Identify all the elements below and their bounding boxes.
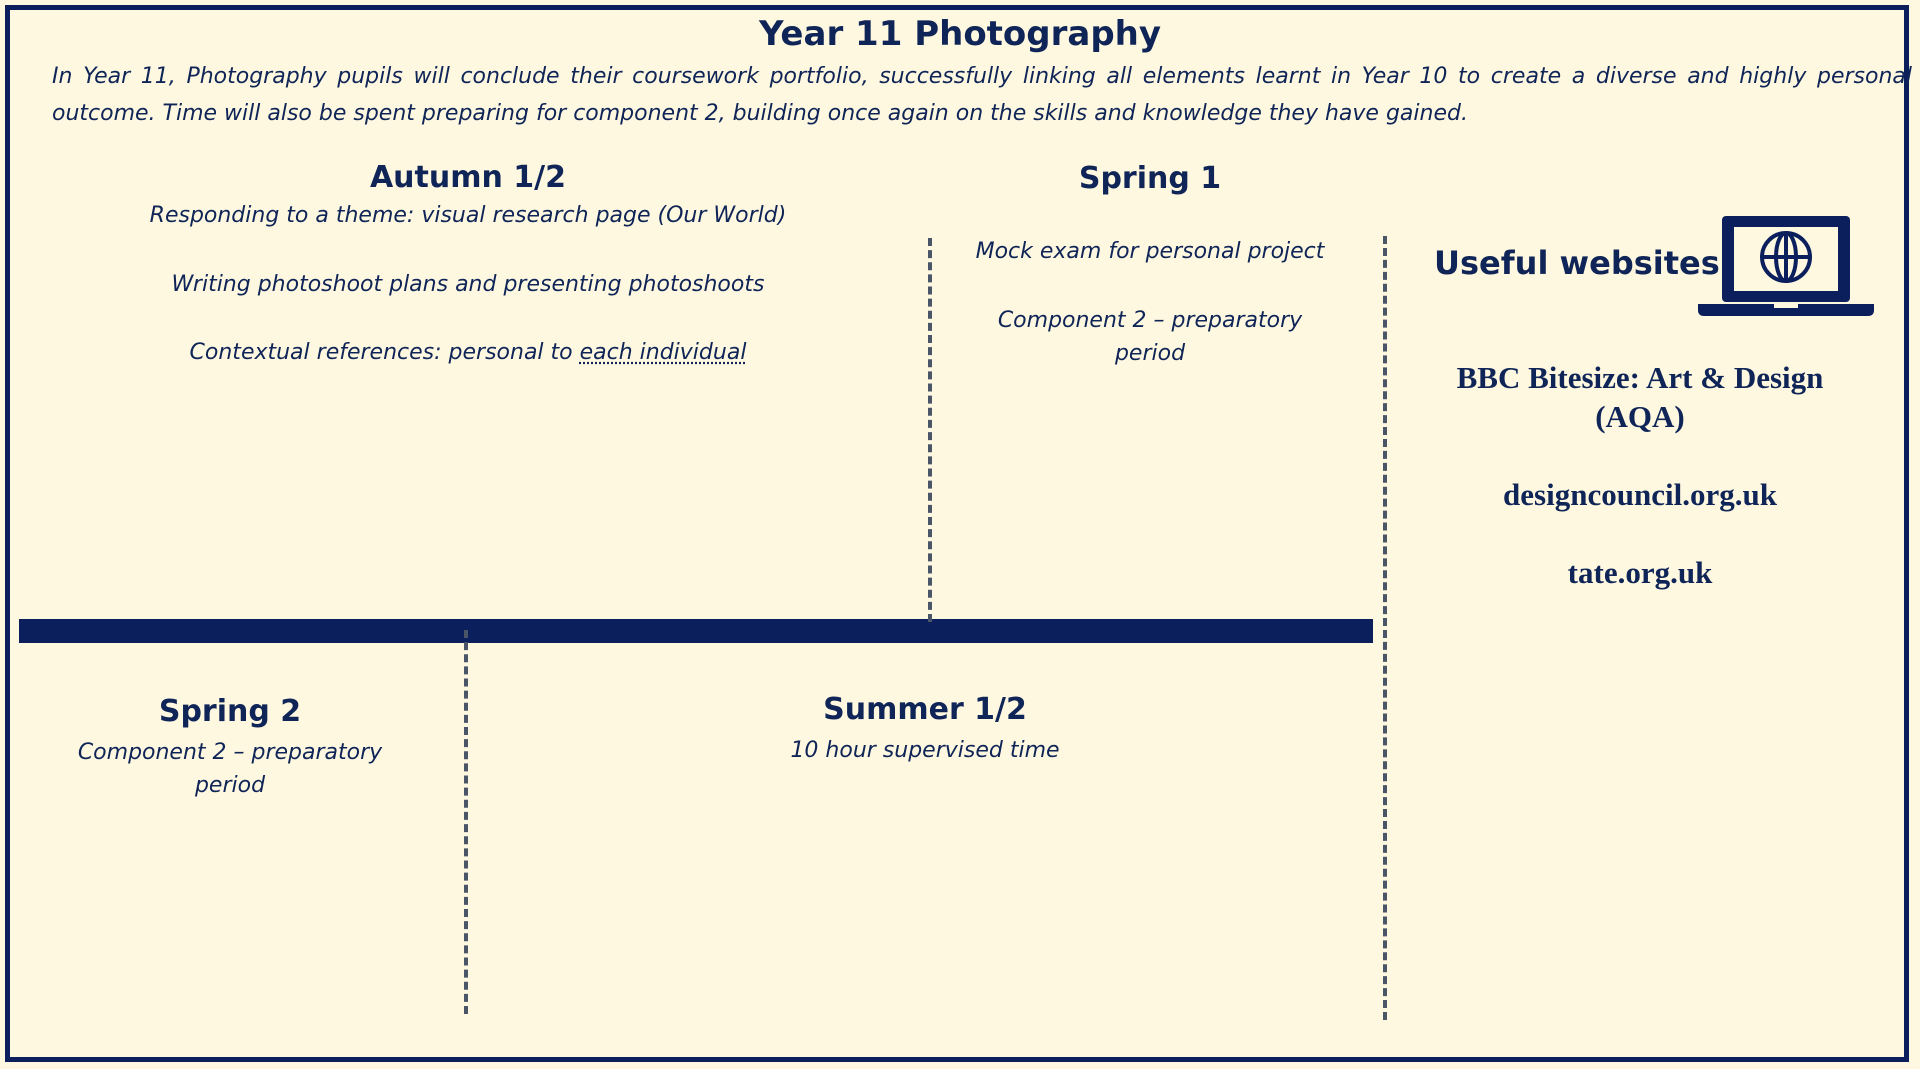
autumn-item: Responding to a theme: visual research page (Our World) xyxy=(149,203,787,228)
autumn-item xyxy=(68,336,868,369)
laptop-globe-icon xyxy=(1698,212,1874,322)
spring1-heading: Spring 1 xyxy=(1078,161,1222,196)
autumn-item-text: Contextual references: personal to xyxy=(189,340,580,365)
intro-paragraph: In Year 11, Photography pupils will conclude their coursework portfolio, successfully linking all elements learnt in Year 10 to create a diverse and highly personal outcome. Time will also be spent preparing for component 2, building once again on the skills and knowledge they have gained. xyxy=(52,64,1912,126)
summer-item: 10 hour supervised time xyxy=(790,738,1060,763)
websites-heading: Useful websites xyxy=(1434,244,1720,282)
website-link-tate[interactable]: tate.org.uk xyxy=(1567,555,1713,590)
divider-websites xyxy=(1383,236,1387,1020)
spring2-heading: Spring 2 xyxy=(158,694,302,729)
spring1-item: Mock exam for personal project xyxy=(975,239,1325,264)
spring1-item: Component 2 – preparatory xyxy=(997,308,1303,333)
spring2-item: period xyxy=(194,773,266,798)
timeline-bar xyxy=(19,619,1373,643)
website-link-designcouncil[interactable]: designcouncil.org.uk xyxy=(1503,477,1777,512)
divider-spring2-summer xyxy=(464,630,468,1014)
website-link-bbc-bitesize[interactable]: BBC Bitesize: Art & Design xyxy=(1456,360,1824,395)
summer-heading: Summer 1/2 xyxy=(823,692,1027,727)
spring2-item: Component 2 – preparatory xyxy=(77,740,383,765)
autumn-item: Writing photoshoot plans and presenting photoshoots xyxy=(171,272,765,297)
divider-autumn-spring1 xyxy=(928,238,932,622)
autumn-item-underlined: each individual xyxy=(579,340,747,365)
spring1-item: period xyxy=(1114,341,1186,366)
autumn-heading: Autumn 1/2 xyxy=(369,160,567,195)
page-title: Year 11 Photography xyxy=(758,14,1162,54)
website-link-bbc-bitesize-aqa[interactable]: (AQA) xyxy=(1595,399,1685,434)
